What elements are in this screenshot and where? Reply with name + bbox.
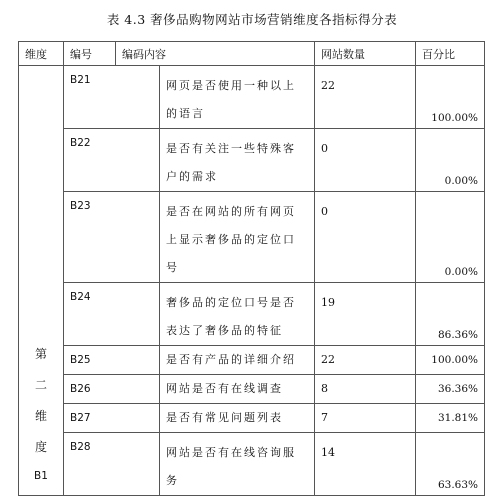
row-percent: 0.00% xyxy=(416,129,485,192)
header-content: 编码内容 xyxy=(116,42,315,66)
dimension-char: 维 xyxy=(34,409,47,423)
row-code: B26 xyxy=(64,375,160,404)
score-table xyxy=(18,41,485,496)
row-content: 是否有常见问题列表 xyxy=(160,404,315,433)
table-row xyxy=(19,404,485,433)
row-count: 8 xyxy=(315,375,416,404)
row-content: 是否在网站的所有网页上显示奢侈品的定位口号 xyxy=(160,192,315,283)
row-code: B25 xyxy=(64,346,160,375)
table-row xyxy=(19,283,485,346)
row-code: B27 xyxy=(64,404,160,433)
header-percent: 百分比 xyxy=(416,42,485,66)
row-code: B23 xyxy=(64,192,160,283)
row-count: 0 xyxy=(315,192,416,283)
table-row xyxy=(19,375,485,404)
row-code: B24 xyxy=(64,283,160,346)
row-content: 奢侈品的定位口号是否表达了奢侈品的特征 xyxy=(160,283,315,346)
row-count: 22 xyxy=(315,346,416,375)
row-code: B28 xyxy=(64,433,160,496)
header-row xyxy=(19,42,485,66)
row-code: B22 xyxy=(64,129,160,192)
row-count: 14 xyxy=(315,433,416,496)
row-content: 是否有关注一些特殊客户的需求 xyxy=(160,129,315,192)
row-percent: 100.00% xyxy=(416,66,485,129)
row-percent: 36.36% xyxy=(416,375,485,404)
dimension-char: 第 xyxy=(34,347,47,361)
header-code: 编号 xyxy=(64,42,116,66)
row-content: 网站是否有在线咨询服务 xyxy=(160,433,315,496)
row-percent: 100.00% xyxy=(416,346,485,375)
row-percent: 86.36% xyxy=(416,283,485,346)
row-count: 22 xyxy=(315,66,416,129)
row-code: B21 xyxy=(64,66,160,129)
row-count: 19 xyxy=(315,283,416,346)
table-row xyxy=(19,129,485,192)
row-percent: 0.00% xyxy=(416,192,485,283)
dimension-char: 度 xyxy=(34,440,47,454)
table-row xyxy=(19,433,485,496)
dimension-char: 二 xyxy=(34,378,47,392)
table-title: 表 4.3 奢侈品购物网站市场营销维度各指标得分表 xyxy=(106,12,398,27)
row-content: 网站是否有在线调查 xyxy=(160,375,315,404)
table-row xyxy=(19,192,485,283)
row-content: 网页是否使用一种以上的语言 xyxy=(160,66,315,129)
header-dimension: 维度 xyxy=(19,42,64,66)
table-row xyxy=(19,66,485,129)
row-percent: 31.81% xyxy=(416,404,485,433)
header-count: 网站数量 xyxy=(315,42,416,66)
row-count: 7 xyxy=(315,404,416,433)
table-row xyxy=(19,346,485,375)
dimension-cell xyxy=(19,66,64,496)
row-count: 0 xyxy=(315,129,416,192)
row-content: 是否有产品的详细介绍 xyxy=(160,346,315,375)
row-percent: 63.63% xyxy=(416,433,485,496)
dimension-code: B1 xyxy=(34,470,48,482)
